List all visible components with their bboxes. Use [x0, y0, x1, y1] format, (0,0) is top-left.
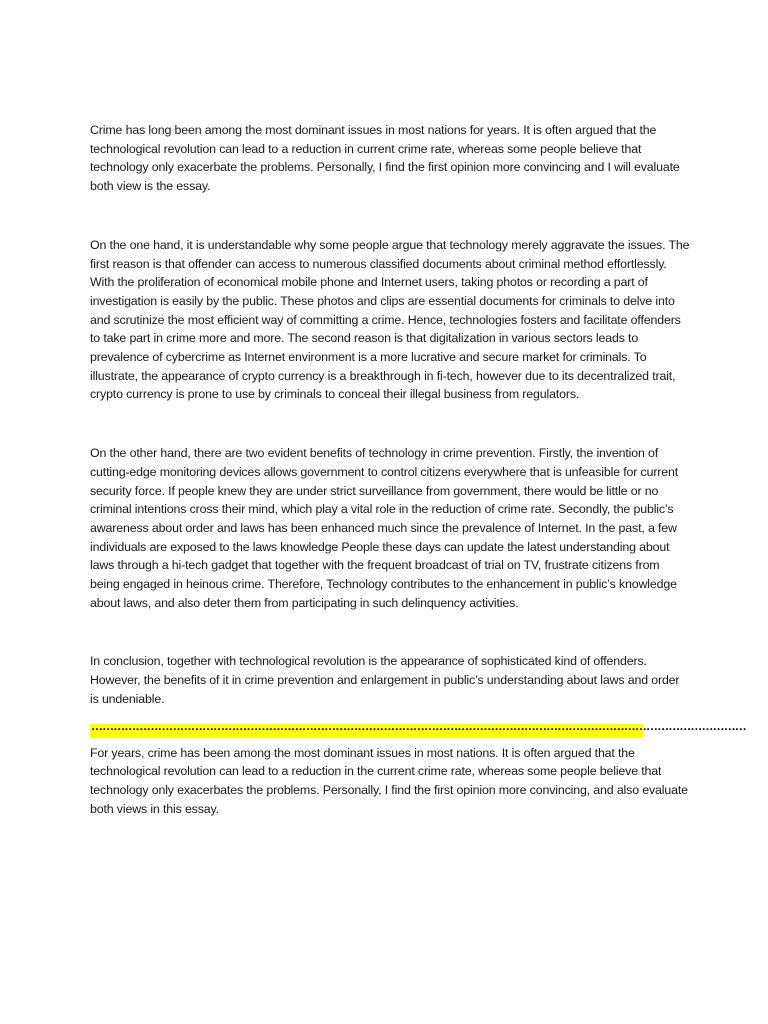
body-paragraph-one: On the one hand, it is understandable why some people argue that technology merely aggravate the issues. The first reason is that offender can access to numerous classified documents about criminal method effortlessly. With the proliferation of economical mobile phone and Internet users, taking photos or recording a part of investigation is easily by the public. These photos and clips are essential documents for criminals to delve into and scrutinize the most efficient way of committing a crime. Hence, technologies fosters and facilitate offenders to take part in crime more and more. The second reason is that digitalization in various sectors leads to prevalence of cybercrime as Internet environment is a more lucrative and secure market for criminals. To illustrate, the appearance of crypto currency is a breakthrough in fi-tech, however due to its decentralized trait, crypto currency is prone to use by criminals to conceal their illegal business from regulators.	[90, 237, 690, 402]
highlighted-separator	[90, 718, 746, 738]
essay-body	[90, 121, 746, 818]
revised-introduction-paragraph: For years, crime has been among the most dominant issues in most nations. It is often argued that the technological revolution can lead to a reduction in the current crime rate, whereas some people believe that technology only exacerbates the problems. Personally, I find the first opinion more convincing, and also evaluate both views in this essay.	[90, 745, 688, 816]
conclusion-paragraph: In conclusion, together with technological revolution is the appearance of sophisticated kind of offenders. However, the benefits of it in crime prevention and enlargement in public’s understanding about laws and order is undeniable.	[90, 654, 680, 706]
separator-dots: ……………………………………………………………………………………………………………………………………………………………	[91, 718, 746, 733]
introduction-paragraph: Crime has long been among the most dominant issues in most nations for years. It is often argued that the technological revolution can lead to a reduction in current crime rate, whereas some people believe that technology only exacerbate the problems. Personally, I find the first opinion more convincing and I will evaluate both view is the essay.	[90, 123, 680, 194]
body-paragraph-two: On the other hand, there are two evident benefits of technology in crime prevention. Firstly, the invention of cutting-edge monitoring devices allows government to control citizens everywhere that is unfeasible for current security force. If people knew they are under strict surveillance from government, there would be little or no criminal intentions cross their mind, which play a vital role in the reduction of crime rate. Secondly, the public’s awareness about order and laws has been enhanced much since the prevalence of Internet. In the past, a few individuals are exposed to the laws knowledge People these days can update the latest understanding about laws through a hi-tech gadget that together with the frequent broadcast of trial on TV, frustrate citizens from being engaged in heinous crime. Therefore, Technology contributes to the enhancement in public’s knowledge about laws, and also deter them from participating in such delinquency activities.	[90, 446, 679, 610]
